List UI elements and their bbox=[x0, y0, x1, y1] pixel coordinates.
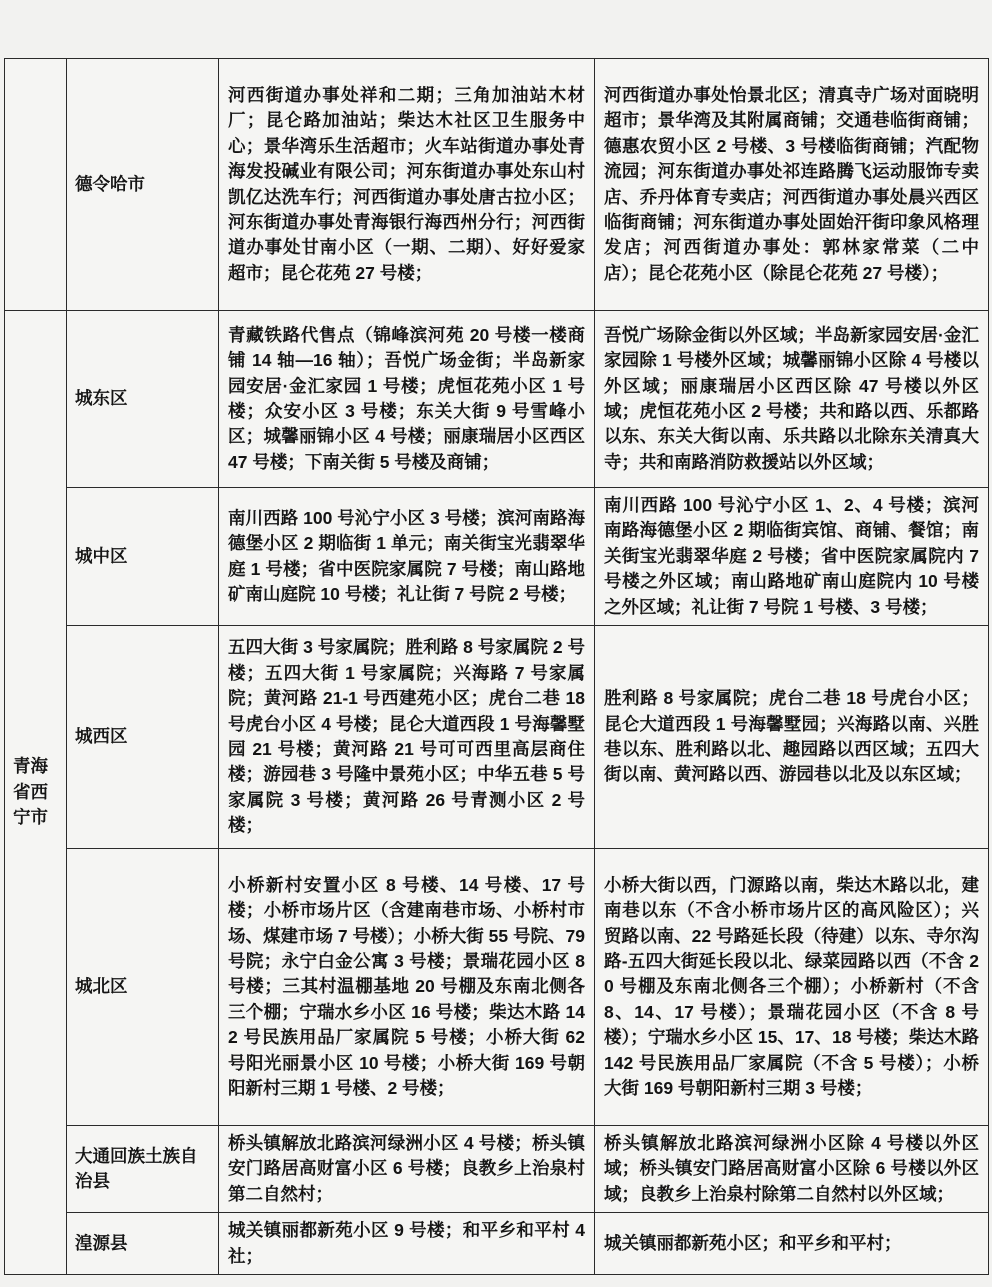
high-risk-cell: 五四大街 3 号家属院；胜利路 8 号家属院 2 号楼；五四大街 1 号家属院；兴海路 7 号家属院；黄河路 21-1 号西建苑小区；虎台二巷 18 号虎台小区 4 号楼；昆仑大道西段 1 号海馨墅园 21 号楼；黄河路 21 号可可西里高层商住楼；游园巷 3 号隆中景苑小区；中华五巷 5 号家属院 3 号楼；黄河路 26 号青测小区 2 号楼； bbox=[219, 626, 595, 849]
table-row-datong bbox=[5, 1126, 989, 1213]
medium-risk-cell: 胜利路 8 号家属院；虎台二巷 18 号虎台小区；昆仑大道西段 1 号海馨墅园；兴海路以南、兴胜巷以东、胜利路以北、趣园路以西区域；五四大街以南、黄河路以西、游园巷以北及以东区域； bbox=[595, 626, 989, 849]
medium-risk-cell: 城关镇丽都新苑小区；和平乡和平村； bbox=[595, 1213, 989, 1275]
region-cell-empty bbox=[5, 59, 67, 311]
district-cell: 城西区 bbox=[67, 626, 219, 849]
high-risk-cell: 南川西路 100 号沁宁小区 3 号楼；滨河南路海德堡小区 2 期临街 1 单元；南关街宝光翡翠华庭 1 号楼；省中医院家属院 7 号楼；南山路地矿南山庭院 10 号楼；礼让街 7 号院 2 号楼； bbox=[219, 488, 595, 626]
district-cell: 城中区 bbox=[67, 488, 219, 626]
district-cell: 大通回族土族自治县 bbox=[67, 1126, 219, 1213]
table-row-chengzhong bbox=[5, 488, 989, 626]
high-risk-cell: 城关镇丽都新苑小区 9 号楼；和平乡和平村 4 社； bbox=[219, 1213, 595, 1275]
table-row-chengdong bbox=[5, 311, 989, 488]
region-cell-xining: 青海省西宁市 bbox=[5, 311, 67, 1275]
table-row-delingha bbox=[5, 59, 989, 311]
district-cell: 湟源县 bbox=[67, 1213, 219, 1275]
table-row-chengbei bbox=[5, 849, 989, 1126]
high-risk-cell: 桥头镇解放北路滨河绿洲小区 4 号楼；桥头镇安门路居高财富小区 6 号楼；良教乡上治泉村第二自然村； bbox=[219, 1126, 595, 1213]
district-cell: 城东区 bbox=[67, 311, 219, 488]
risk-area-table bbox=[4, 58, 989, 1275]
district-cell: 城北区 bbox=[67, 849, 219, 1126]
high-risk-cell: 河西街道办事处祥和二期；三角加油站木材厂；昆仑路加油站；柴达木社区卫生服务中心；景华湾乐生活超市；火车站街道办事处青海发投碱业有限公司；河东街道办事处东山村凯亿达洗车行；河西街道办事处唐古拉小区；河东街道办事处青海银行海西州分行；河西街道办事处甘南小区（一期、二期）、好好爱家超市；昆仑花苑 27 号楼； bbox=[219, 59, 595, 311]
medium-risk-cell: 吾悦广场除金街以外区域；半岛新家园安居·金汇家园除 1 号楼外区域；城馨丽锦小区除 4 号楼以外区域；丽康瑞居小区西区除 47 号楼以外区域；虎恒花苑小区 2 号楼；共和路以西、乐都路以东、东关大街以南、乐共路以北除东关清真大寺；共和南路消防救援站以外区域； bbox=[595, 311, 989, 488]
district-cell: 德令哈市 bbox=[67, 59, 219, 311]
medium-risk-cell: 小桥大街以西，门源路以南，柴达木路以北，建南巷以东（不含小桥市场片区的高风险区）；兴贸路以南、22 号路延长段（待建）以东、寺尔沟路-五四大街延长段以北、绿菜园路以西（不含 20 号棚及东南北侧各三个棚）；小桥新村（不含 8、14、17 号楼）；景瑞花园小区（不含 8 号楼）；宁瑞水乡小区 15、17、18 号楼；柴达木路 142 号民族用品厂家属院（不含 5 号楼）；小桥大街 169 号朝阳新村三期 3 号楼； bbox=[595, 849, 989, 1126]
high-risk-cell: 青藏铁路代售点（锦峰滨河苑 20 号楼一楼商铺 14 轴—16 轴）；吾悦广场金街；半岛新家园安居·金汇家园 1 号楼；虎恒花苑小区 1 号楼；众安小区 3 号楼；东关大街 9 号雪峰小区；城馨丽锦小区 4 号楼；丽康瑞居小区西区 47 号楼；下南关街 5 号楼及商铺； bbox=[219, 311, 595, 488]
table-row-chengxi bbox=[5, 626, 989, 849]
medium-risk-cell: 南川西路 100 号沁宁小区 1、2、4 号楼；滨河南路海德堡小区 2 期临街宾馆、商铺、餐馆；南关街宝光翡翠华庭 2 号楼；省中医院家属院内 7 号楼之外区域；南山路地矿南山庭院内 10 号楼之外区域；礼让街 7 号院 1 号楼、3 号楼； bbox=[595, 488, 989, 626]
table-row-huangyuan bbox=[5, 1213, 989, 1275]
medium-risk-cell: 河西街道办事处怡景北区；清真寺广场对面晓明超市；景华湾及其附属商铺；交通巷临街商铺；德惠农贸小区 2 号楼、3 号楼临街商铺；汽配物流园；河东街道办事处祁连路腾飞运动服饰专卖店、乔丹体育专卖店；河西街道办事处晨兴西区临街商铺；河东街道办事处固始汗街印象风格理发店；河西街道办事处：郭林家常菜（二中店）；昆仑花苑小区（除昆仑花苑 27 号楼）； bbox=[595, 59, 989, 311]
high-risk-cell: 小桥新村安置小区 8 号楼、14 号楼、17 号楼；小桥市场片区（含建南巷市场、小桥村市场、煤建市场 7 号楼）；小桥大街 55 号院、79 号院；永宁白金公寓 3 号楼；景瑞花园小区 8 号楼；三其村温棚基地 20 号棚及东南北侧各三个棚；宁瑞水乡小区 16 号楼；柴达木路 142 号民族用品厂家属院 5 号楼；小桥大街 62 号阳光丽景小区 10 号楼；小桥大街 169 号朝阳新村三期 1 号楼、2 号楼； bbox=[219, 849, 595, 1126]
medium-risk-cell: 桥头镇解放北路滨河绿洲小区除 4 号楼以外区域；桥头镇安门路居高财富小区除 6 号楼以外区域；良教乡上治泉村除第二自然村以外区域； bbox=[595, 1126, 989, 1213]
